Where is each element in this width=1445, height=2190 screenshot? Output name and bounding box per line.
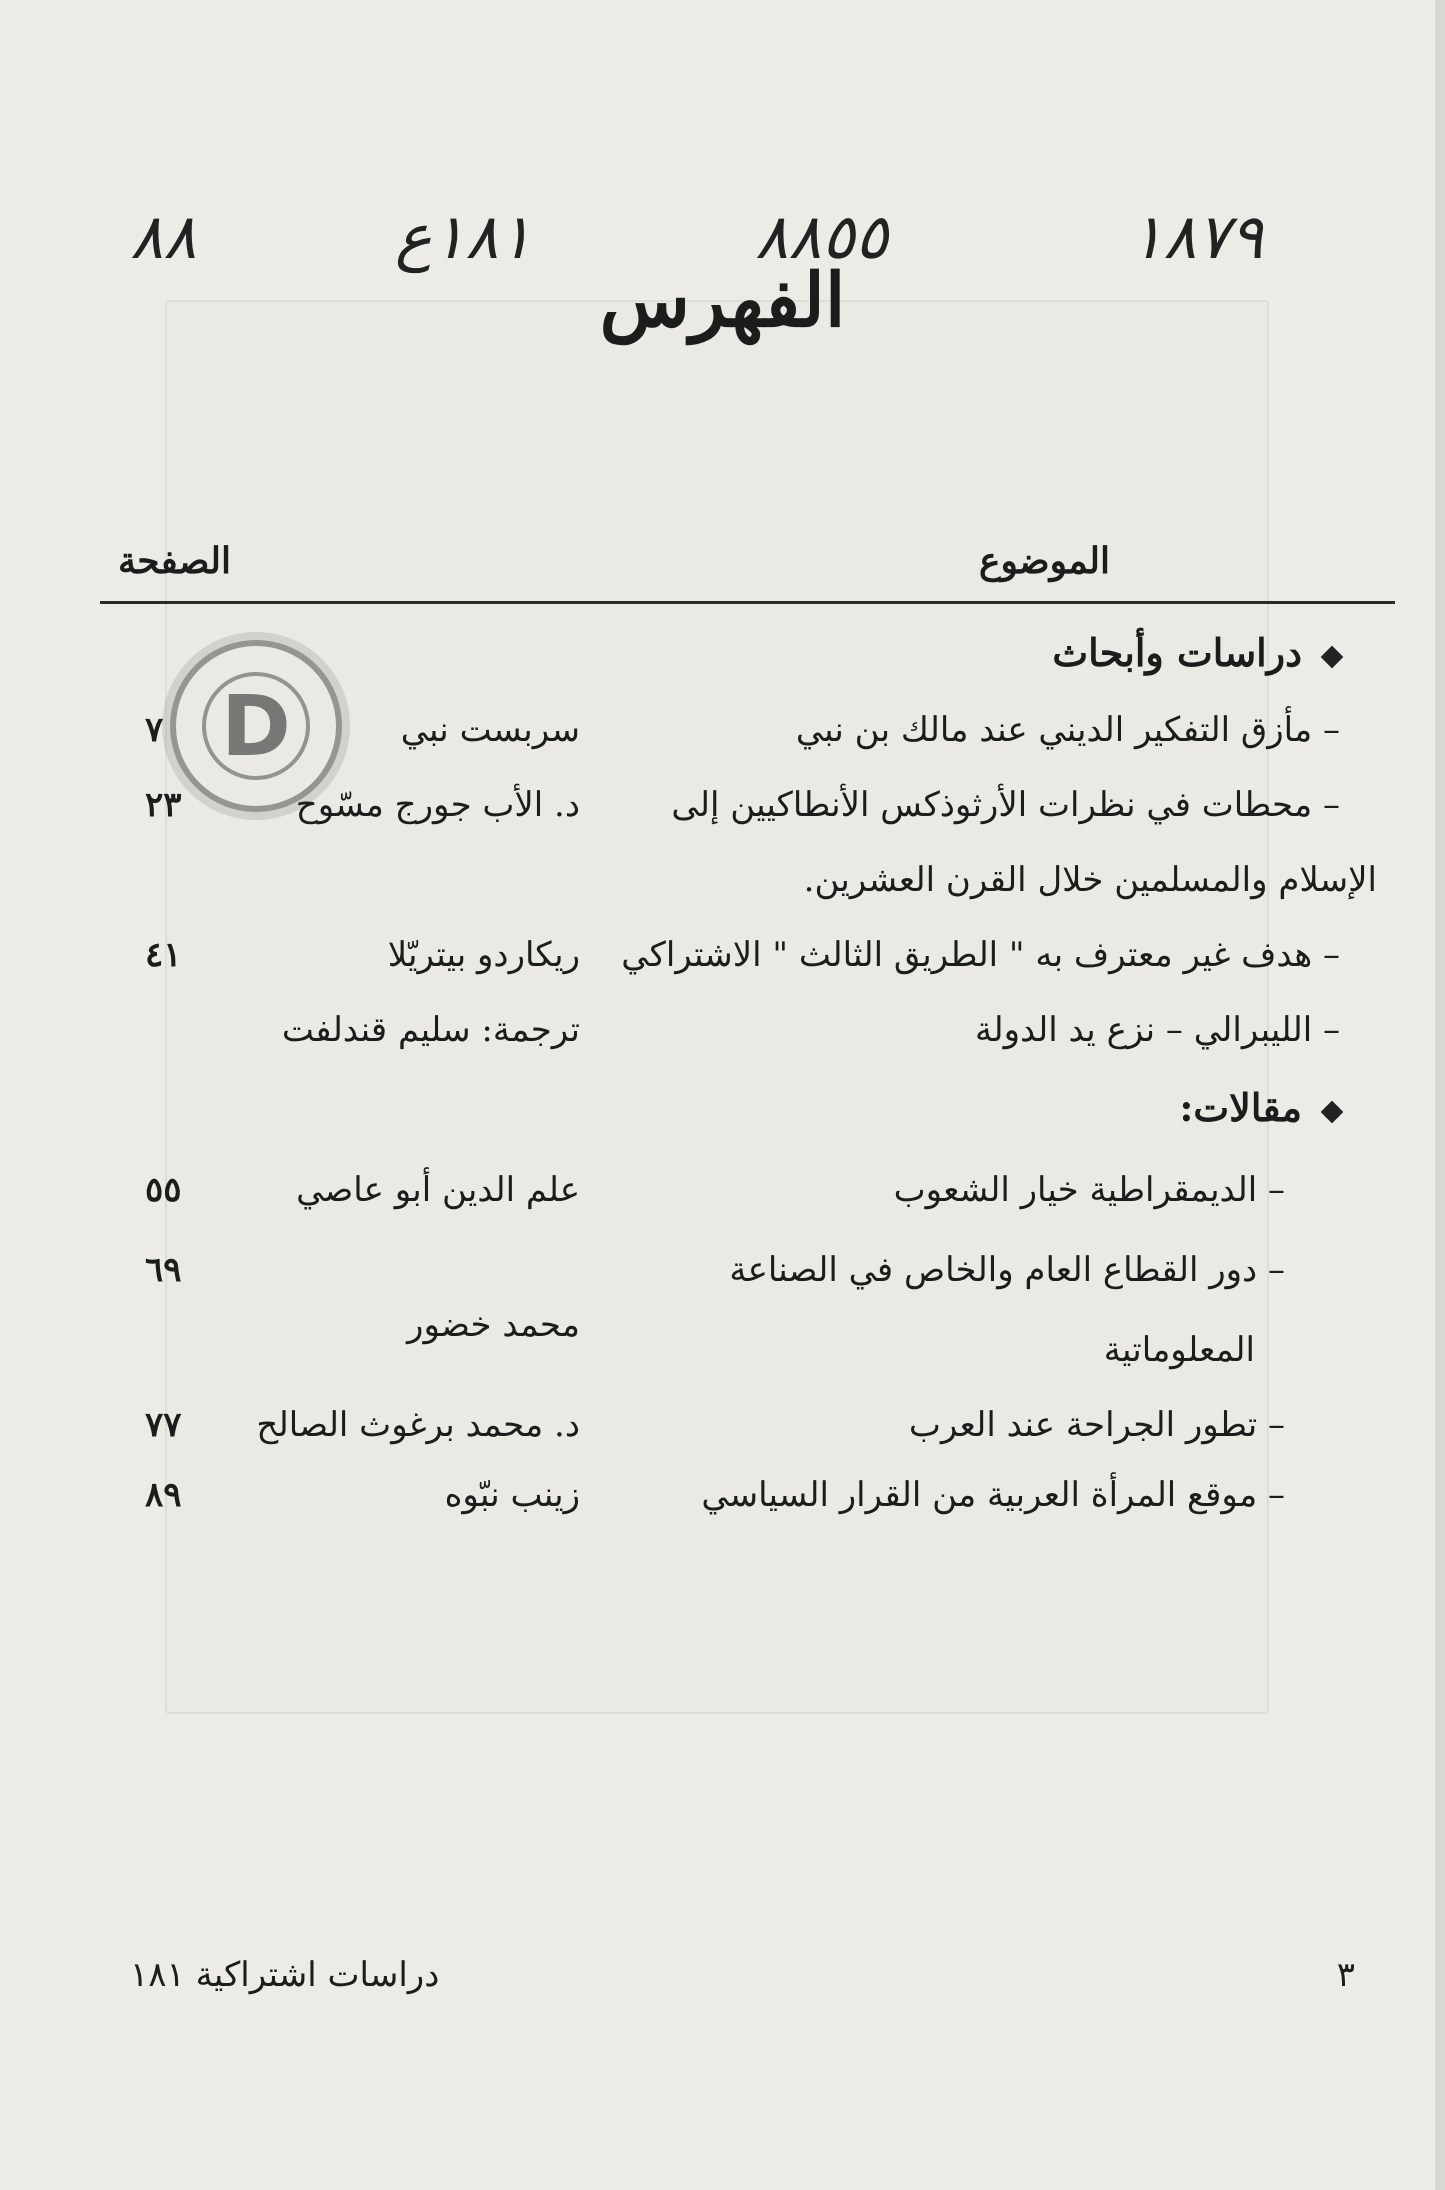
entry-page: ٨٩ xyxy=(145,1475,182,1515)
diamond-bullet-icon xyxy=(1321,645,1344,668)
entry-title: – تطور الجراحة عند العرب xyxy=(908,1405,1285,1445)
toc-entry xyxy=(0,700,1445,760)
footer-journal: دراسات اشتراكية ١٨١ xyxy=(130,1955,440,1995)
handwritten-number-3: ١٨١ع xyxy=(395,200,532,273)
entry-page: ٦٩ xyxy=(145,1250,182,1290)
entry-page: ٥٥ xyxy=(145,1170,182,1210)
stamp-letter: D xyxy=(202,672,310,780)
entry-author: د. محمد برغوث الصالح xyxy=(256,1405,580,1445)
toc-entry xyxy=(0,1000,1445,1060)
entry-page: ٤١ xyxy=(145,935,182,975)
entry-title: – موقع المرأة العربية من القرار السياسي xyxy=(701,1475,1285,1515)
entry-author: د. الأب جورج مسّوح xyxy=(295,785,580,825)
entry-author: سربست نبي xyxy=(400,710,580,750)
section-heading-studies xyxy=(1052,630,1340,675)
entry-page: ٧٧ xyxy=(145,1405,182,1445)
section-heading-text: دراسات وأبحاث xyxy=(1052,630,1302,675)
header-rule xyxy=(100,601,1395,604)
column-header-page: الصفحة xyxy=(118,540,231,582)
entry-title: – مأزق التفكير الديني عند مالك بن نبي xyxy=(795,710,1340,750)
entry-page: ٧ xyxy=(145,710,164,750)
entry-title: – هدف غير معترف به " الطريق الثالث " الاشتراكي xyxy=(621,935,1340,975)
column-header-topic: الموضوع xyxy=(978,540,1110,582)
toc-entry-continuation xyxy=(0,1305,1445,1380)
entry-page: ٢٣ xyxy=(145,785,182,825)
toc-entry-continuation xyxy=(0,850,1445,910)
entry-title: – دور القطاع العام والخاص في الصناعة xyxy=(729,1250,1285,1290)
section-heading-articles xyxy=(1179,1085,1340,1130)
page-title: الفهرس xyxy=(599,258,846,344)
toc-entry xyxy=(0,1240,1445,1300)
toc-entry xyxy=(0,925,1445,985)
entry-title: – محطات في نظرات الأرثوذكس الأنطاكيين إلى xyxy=(671,785,1340,825)
entry-title: – الليبرالي – نزع يد الدولة xyxy=(974,1010,1340,1050)
handwritten-number-4: ٨٨ xyxy=(130,200,197,273)
diamond-bullet-icon xyxy=(1321,1100,1344,1123)
entry-author: ترجمة: سليم قندلفت xyxy=(281,1010,580,1050)
entry-title: – الديمقراطية خيار الشعوب xyxy=(893,1170,1285,1210)
handwritten-number-1: ١٨٧٩ xyxy=(1130,200,1264,273)
toc-entry xyxy=(0,775,1445,835)
entry-author: علم الدين أبو عاصي xyxy=(296,1170,580,1210)
footer-page-number: ٣ xyxy=(1336,1955,1355,1995)
toc-entry xyxy=(0,1395,1445,1455)
toc-entry xyxy=(0,1160,1445,1220)
entry-author: زينب نبّوه xyxy=(444,1475,580,1515)
handwritten-number-2: ٨٨٥٥ xyxy=(755,200,889,273)
entry-title: المعلوماتية xyxy=(1103,1330,1255,1370)
section-heading-text: مقالات: xyxy=(1179,1085,1302,1130)
entry-author: محمد خضور xyxy=(407,1305,580,1345)
entry-title: الإسلام والمسلمين خلال القرن العشرين. xyxy=(803,860,1377,900)
toc-entry xyxy=(0,1465,1445,1525)
entry-author: ريكاردو بيتريّلا xyxy=(387,935,580,975)
